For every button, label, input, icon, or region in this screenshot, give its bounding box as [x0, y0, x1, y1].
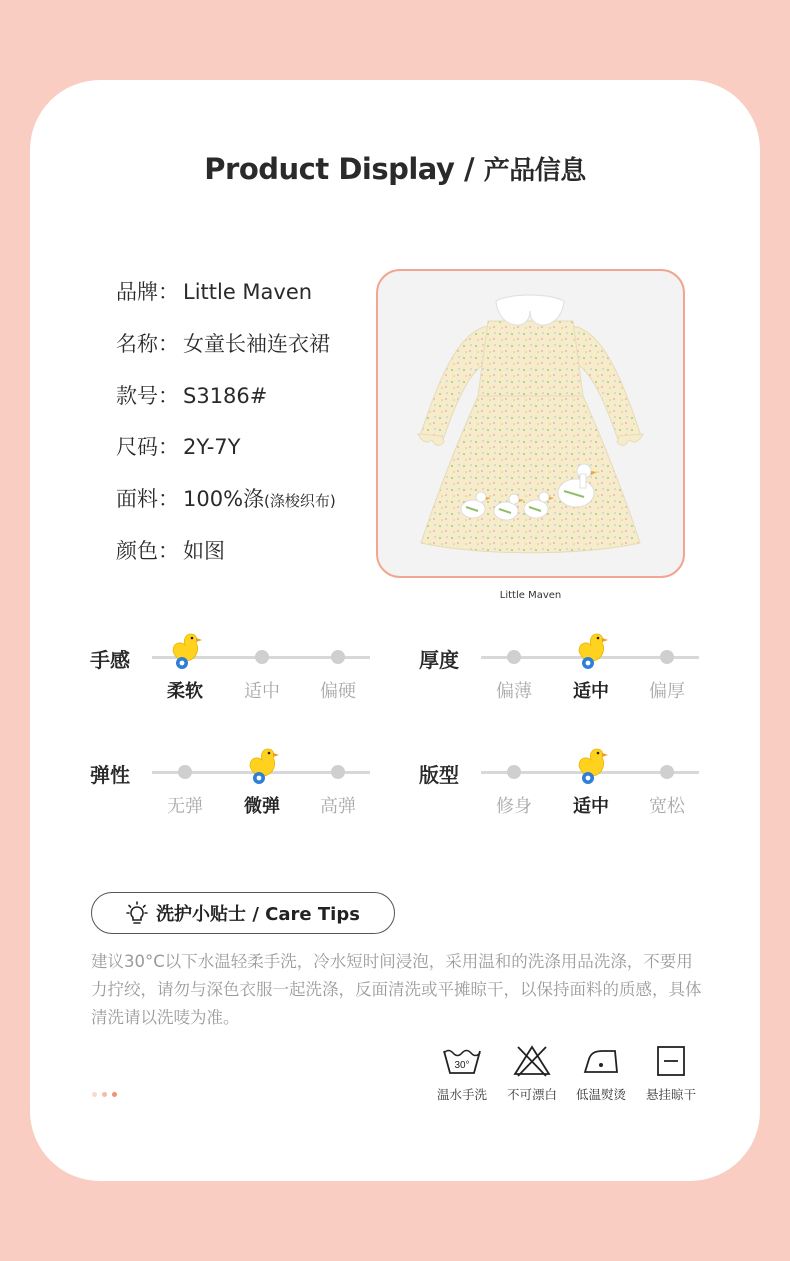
scale-dot: [660, 650, 674, 664]
scale-option-label: 适中: [573, 681, 609, 702]
care-label: 温水手洗: [436, 1087, 487, 1102]
indicator-dot: [92, 1092, 97, 1097]
info-row-color: [116, 535, 225, 565]
scale-option-label: 适中: [573, 796, 609, 817]
info-label: 款号：: [116, 384, 179, 408]
care-tips-text: 建议30°C以下水温轻柔手洗，冷水短时间浸泡，采用温和的洗涤用品洗涤，不要用力拧绞，请勿与深色衣服一起洗涤，反面清洗或平摊晾干，以保持面料的质感，具体清洗请以洗唛为准。: [91, 952, 702, 1027]
info-label: 颜色：: [116, 539, 179, 563]
title-en: Product Display: [204, 152, 455, 186]
low-iron-icon: [581, 1045, 621, 1077]
care-tips-title: 洗护小贴士 / Care Tips: [156, 904, 360, 925]
info-value: Little Maven: [183, 280, 313, 304]
care-symbol-no-bleach: [497, 1045, 567, 1103]
info-row-style-no: [116, 380, 267, 410]
care-label: 悬挂晾干: [645, 1087, 696, 1102]
info-note: (涤梭织布): [264, 492, 336, 510]
care-symbol-low-iron: [566, 1045, 636, 1103]
indicator-dot: [112, 1092, 117, 1097]
photo-caption: Little Maven: [499, 590, 562, 601]
info-label: 品牌：: [116, 280, 179, 304]
info-row-fabric: [116, 483, 336, 513]
scale-option-label: 适中: [244, 681, 280, 702]
info-label: 名称：: [116, 332, 179, 356]
scale-option-label: 修身: [496, 796, 532, 817]
info-value: S3186#: [183, 384, 268, 408]
lightbulb-icon: [126, 901, 148, 925]
info-value: 女童长袖连衣裙: [183, 332, 330, 356]
scale-dot: [178, 765, 192, 779]
care-tips-header: [91, 892, 395, 934]
scale-option-label: 偏厚: [649, 681, 685, 702]
scale-option-label: 微弹: [244, 796, 280, 817]
info-value: 如图: [183, 539, 225, 563]
scale-dot: [255, 650, 269, 664]
line-dry-icon: [651, 1045, 691, 1077]
info-label: 面料：: [116, 487, 179, 511]
title-separator: /: [454, 152, 484, 186]
care-label: 低温熨烫: [575, 1087, 626, 1102]
duck-marker-icon: [168, 631, 202, 671]
page-indicator: [92, 1092, 117, 1097]
care-symbol-hand-wash: [427, 1045, 497, 1103]
scale-option-label: 宽松: [649, 796, 685, 817]
scale-dot: [660, 765, 674, 779]
info-value: 2Y-7Y: [183, 435, 241, 459]
page-title: [0, 150, 790, 187]
title-cn: 产品信息: [483, 156, 586, 186]
scale-dot: [331, 765, 345, 779]
info-label: 尺码：: [116, 435, 179, 459]
no-bleach-icon: [512, 1045, 552, 1077]
hand-wash-30-icon: [442, 1045, 482, 1077]
scale-option-label: 无弹: [167, 796, 203, 817]
care-symbol-line-dry: [636, 1045, 706, 1103]
indicator-dot: [102, 1092, 107, 1097]
scale-name: 弹性: [90, 763, 130, 787]
scale-option-label: 高弹: [320, 796, 356, 817]
info-row-name: [116, 328, 330, 358]
info-row-size: [116, 431, 240, 461]
duck-marker-icon: [574, 631, 608, 671]
scale-option-label: 偏薄: [496, 681, 532, 702]
scale-option-label: 柔软: [167, 681, 203, 702]
duck-marker-icon: [245, 746, 279, 786]
scale-name: 版型: [419, 763, 459, 787]
info-row-brand: [116, 276, 312, 306]
wash-temp-badge: 30°: [454, 1060, 470, 1071]
product-photo: [376, 269, 685, 578]
info-value: 100%涤: [183, 487, 265, 511]
dress-photo: [378, 271, 683, 576]
scale-name: 手感: [90, 648, 130, 672]
scale-dot: [507, 765, 521, 779]
scale-dot: [331, 650, 345, 664]
scale-dot: [507, 650, 521, 664]
duck-marker-icon: [574, 746, 608, 786]
scale-option-label: 偏硬: [320, 681, 356, 702]
scale-name: 厚度: [419, 648, 459, 672]
care-label: 不可漂白: [506, 1087, 557, 1102]
